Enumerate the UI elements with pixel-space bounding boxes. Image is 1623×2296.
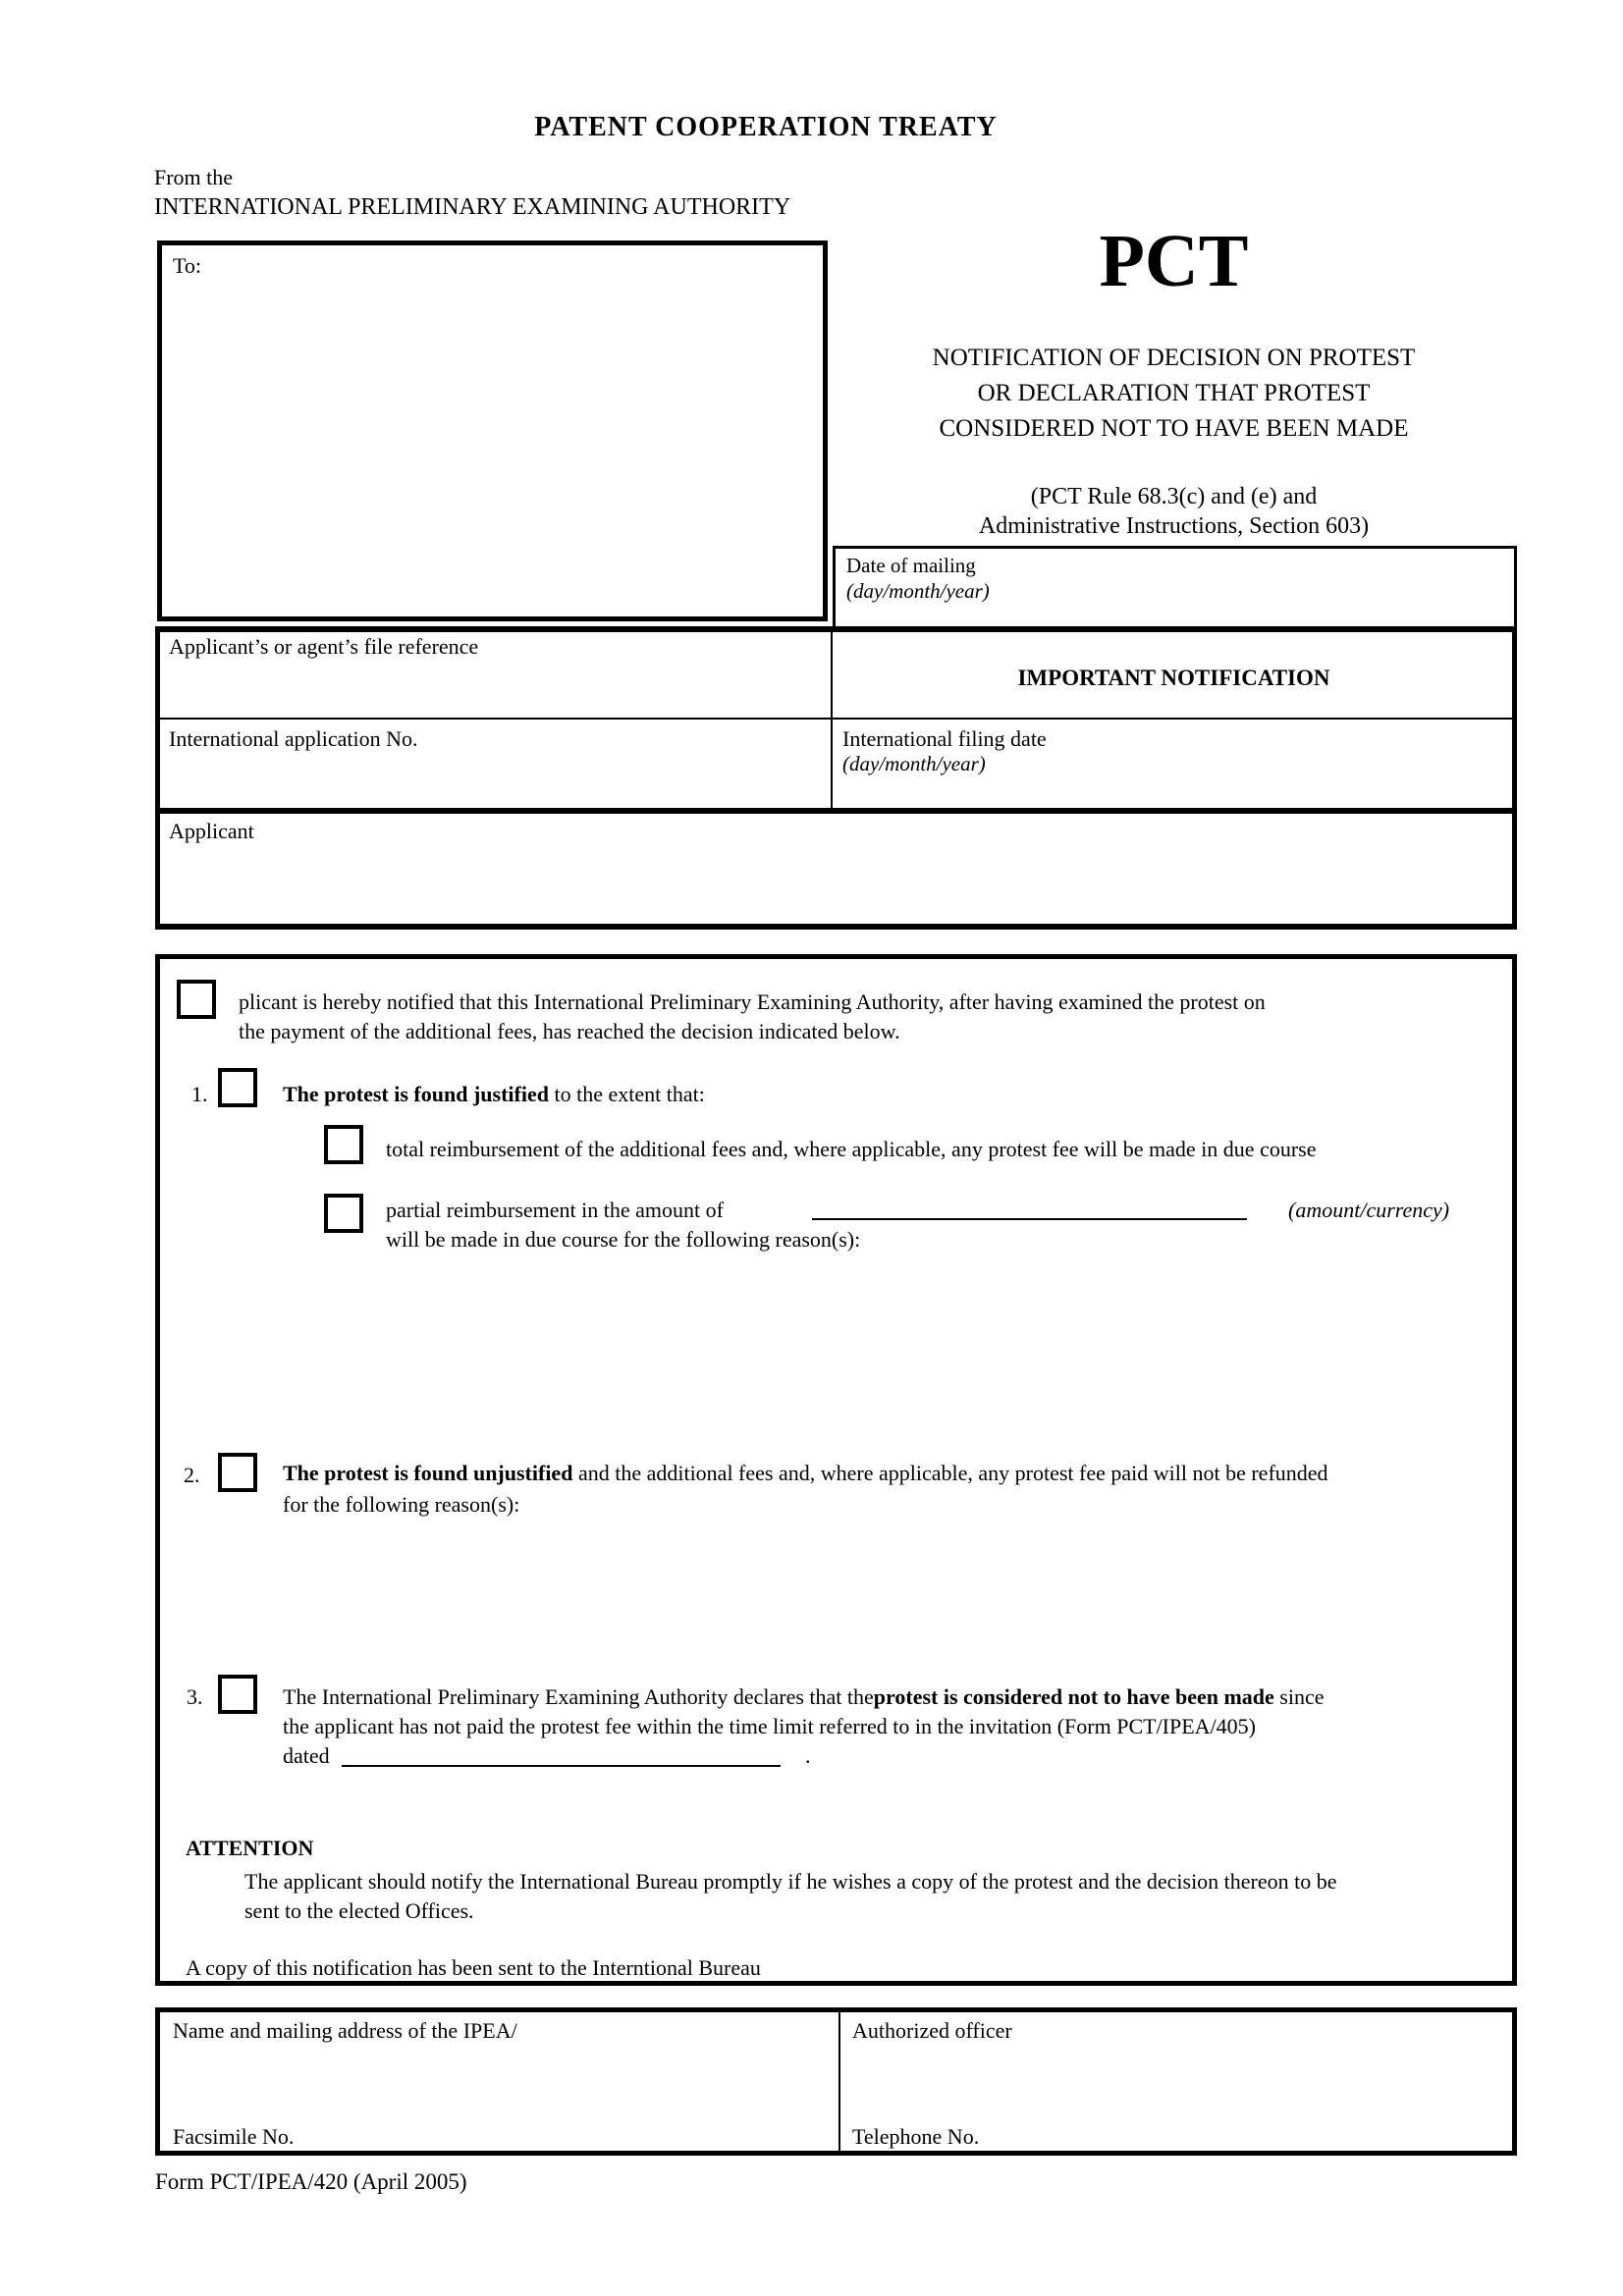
applicant-label: Applicant [169, 819, 254, 843]
filing-date-label: International filing date [842, 726, 1047, 751]
item-3-text-line-1 [283, 1682, 1325, 1712]
date-of-mailing-format-note: (day/month/year) [846, 579, 990, 603]
to-label: To: [173, 253, 202, 278]
notification-title-line-2: OR DECLARATION THAT PROTEST [977, 380, 1371, 406]
dated-label: dated [283, 1743, 330, 1768]
application-no-label: International application No. [169, 726, 418, 751]
attention-text-line-1: The applicant should notify the International Bureau promptly if he wishes a copy of the protest and the decision thereon to be [244, 1869, 1337, 1894]
intro-checkbox[interactable] [177, 980, 216, 1019]
form-id: Form PCT/IPEA/420 (April 2005) [155, 2169, 467, 2194]
dated-blank[interactable] [342, 1765, 781, 1767]
treaty-title: PATENT COOPERATION TREATY [534, 112, 998, 142]
rule-reference-line-2: Administrative Instructions, Section 603) [978, 513, 1370, 539]
item-2-number: 2. [184, 1463, 200, 1487]
pct-logo: PCT [1099, 220, 1249, 302]
item-1-checkbox[interactable] [218, 1068, 257, 1107]
important-notification-label: IMPORTANT NOTIFICATION [1017, 666, 1330, 690]
item-2-text-line-2: for the following reason(s): [283, 1492, 520, 1517]
from-label: From the [154, 165, 234, 189]
total-reimbursement-text: total reimbursement of the additional fees and, where applicable, any protest fee will be made in due course [386, 1137, 1317, 1161]
to-address-box[interactable] [157, 240, 828, 621]
attention-text-line-2: sent to the elected Offices. [244, 1898, 474, 1923]
item-1-text-rest: to the extent that: [548, 1082, 705, 1106]
notification-title-line-1: NOTIFICATION OF DECISION ON PROTEST [932, 345, 1416, 371]
rule-reference-line-1: (PCT Rule 68.3(c) and (e) and [1030, 484, 1318, 509]
item-3-checkbox[interactable] [218, 1675, 257, 1714]
item-1-text-bold: The protest is found justified [283, 1082, 549, 1106]
dated-period: . [805, 1743, 811, 1768]
file-reference-label: Applicant’s or agent’s file reference [169, 634, 479, 659]
date-of-mailing-label: Date of mailing [846, 554, 976, 577]
copy-note: A copy of this notification has been sent to the Interntional Bureau [186, 1955, 761, 1980]
item-2-checkbox[interactable] [218, 1453, 257, 1492]
amount-currency-note: (amount/currency) [1288, 1198, 1450, 1222]
filing-date-format-note: (day/month/year) [842, 752, 986, 775]
item-1-text [283, 1080, 705, 1109]
ipea-officer-divider [839, 2012, 840, 2151]
item-2-text-line-1 [283, 1459, 1328, 1488]
telephone-label: Telephone No. [852, 2124, 980, 2149]
item-3-text-since: since [1273, 1684, 1325, 1709]
item-3-text-pre: The International Preliminary Examining Authority declares that the [283, 1684, 874, 1709]
intro-text-line-1: plicant is hereby notified that this International Preliminary Examining Authority, after having examined the protest on [239, 989, 1266, 1014]
total-reimbursement-checkbox[interactable] [324, 1125, 363, 1164]
notification-title-line-3: CONSIDERED NOT TO HAVE BEEN MADE [939, 415, 1409, 442]
attention-heading: ATTENTION [186, 1836, 314, 1860]
item-3-number: 3. [187, 1684, 203, 1709]
facsimile-label: Facsimile No. [173, 2124, 295, 2149]
authorized-officer-label: Authorized officer [852, 2018, 1012, 2043]
item-2-text-rest: and the additional fees and, where applicable, any protest fee paid will not be refunded [572, 1461, 1328, 1485]
item-2-text-bold: The protest is found unjustified [283, 1461, 573, 1485]
info-grid-row-divider-2 [160, 808, 1512, 814]
info-grid-column-divider [831, 632, 833, 808]
ipea-address-label: Name and mailing address of the IPEA/ [173, 2018, 517, 2043]
item-1-number: 1. [191, 1082, 208, 1106]
amount-blank[interactable] [812, 1218, 1247, 1220]
intro-text-line-2: the payment of the additional fees, has reached the decision indicated below. [239, 1019, 900, 1043]
authority-label: INTERNATIONAL PRELIMINARY EXAMINING AUTHORITY [154, 194, 791, 220]
item-3-text-bold: protest is considered not to have been made [873, 1684, 1274, 1709]
partial-reimbursement-line-2: will be made in due course for the following reason(s): [386, 1227, 861, 1252]
item-3-text-line-2: the applicant has not paid the protest fee within the time limit referred to in the invitation (Form PCT/IPEA/405) [283, 1714, 1257, 1738]
partial-reimbursement-checkbox[interactable] [324, 1194, 363, 1233]
info-grid-row-divider-1 [160, 718, 1512, 720]
partial-reimbursement-text: partial reimbursement in the amount of [386, 1198, 724, 1222]
